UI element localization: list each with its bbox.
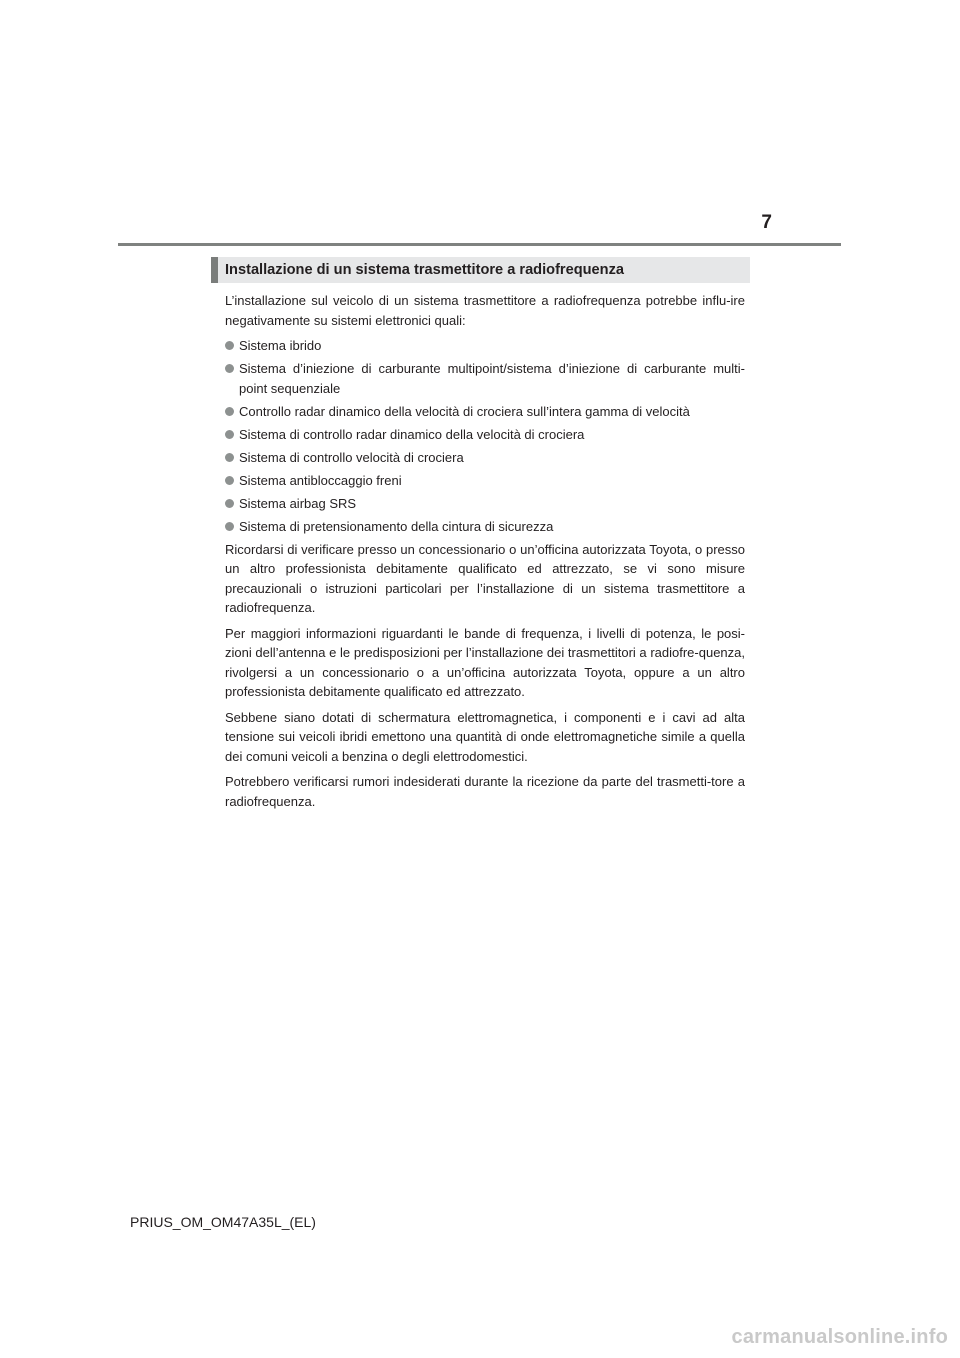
list-item-text: Sistema di pretensionamento della cintura di sicurezza	[239, 518, 554, 534]
system-list	[225, 336, 745, 536]
bullet-dot-icon	[225, 407, 234, 416]
bullet-dot-icon	[225, 499, 234, 508]
bullet-dot-icon	[225, 453, 234, 462]
document-code-footer: PRIUS_OM_OM47A35L_(EL)	[130, 1214, 316, 1230]
list-item	[225, 471, 745, 491]
bullet-dot-icon	[225, 476, 234, 485]
list-item	[225, 402, 745, 422]
bullet-dot-icon	[225, 522, 234, 531]
list-item-text: Sistema airbag SRS	[239, 495, 357, 511]
list-item-text: Sistema ibrido	[239, 338, 322, 353]
body-paragraph: Potrebbero verificarsi rumori indesiderati durante la ricezione da parte del trasmetti-tore a radiofrequenza.	[225, 774, 745, 809]
header-rule	[118, 243, 841, 246]
body-paragraph: Sebbene siano dotati di schermatura elettromagnetica, i componenti e i cavi ad alta tensione sui veicoli ibridi emettono una quantità di onde elettromagnetiche simile a quella dei comuni veicoli a benzina o degli elettrodomestici.	[225, 709, 745, 764]
list-item	[225, 336, 745, 356]
list-item	[225, 448, 745, 468]
body-paragraph: Ricordarsi di verificare presso un concessionario o un’officina autorizzata Toyota, o presso un altro professionista debitamente qualificato ed attrezzato, se vi sono misure precauzionali o istruzioni particolari per l’installazione di un sistema trasmettitore a radiofrequenza.	[225, 541, 745, 615]
list-item	[225, 425, 745, 445]
bullet-dot-icon	[225, 364, 234, 373]
bullet-dot-icon	[225, 430, 234, 439]
list-item-text: Sistema di controllo velocità di crociera	[239, 449, 464, 465]
list-item-text: Sistema antibloccaggio freni	[239, 472, 402, 488]
list-item-text: Controllo radar dinamico della velocità di crociera sull’intera gamma di velocità	[239, 403, 690, 419]
list-item-text: Sistema d’iniezione di carburante multipoint/sistema d’iniezione di carburante multi-point sequenziale	[239, 361, 745, 396]
list-item-text: Sistema di controllo radar dinamico della velocità di crociera	[239, 426, 585, 442]
page-number: 7	[761, 212, 772, 233]
intro-paragraph: L’installazione sul veicolo di un sistema trasmettitore a radiofrequenza potrebbe influ-ire negativamente su sistemi elettronici quali:	[225, 293, 745, 328]
body-paragraph: Per maggiori informazioni riguardanti le bande di frequenza, i livelli di potenza, le posi-zioni dell’antenna e le predisposizioni per l’installazione dei trasmettitori a radiofre-quenza, rivolgersi a un concessionario o a un’officina autorizzata Toyota, oppure a un altro professionista debitamente qualificato ed attrezzato.	[225, 625, 745, 699]
section-title: Installazione di un sistema trasmettitore a radiofrequenza	[211, 257, 750, 283]
section-content	[225, 291, 745, 817]
watermark: carmanualsonline.info	[731, 1326, 948, 1348]
list-item	[225, 494, 745, 514]
list-item	[225, 517, 745, 537]
bullet-dot-icon	[225, 341, 234, 350]
list-item	[225, 359, 745, 398]
